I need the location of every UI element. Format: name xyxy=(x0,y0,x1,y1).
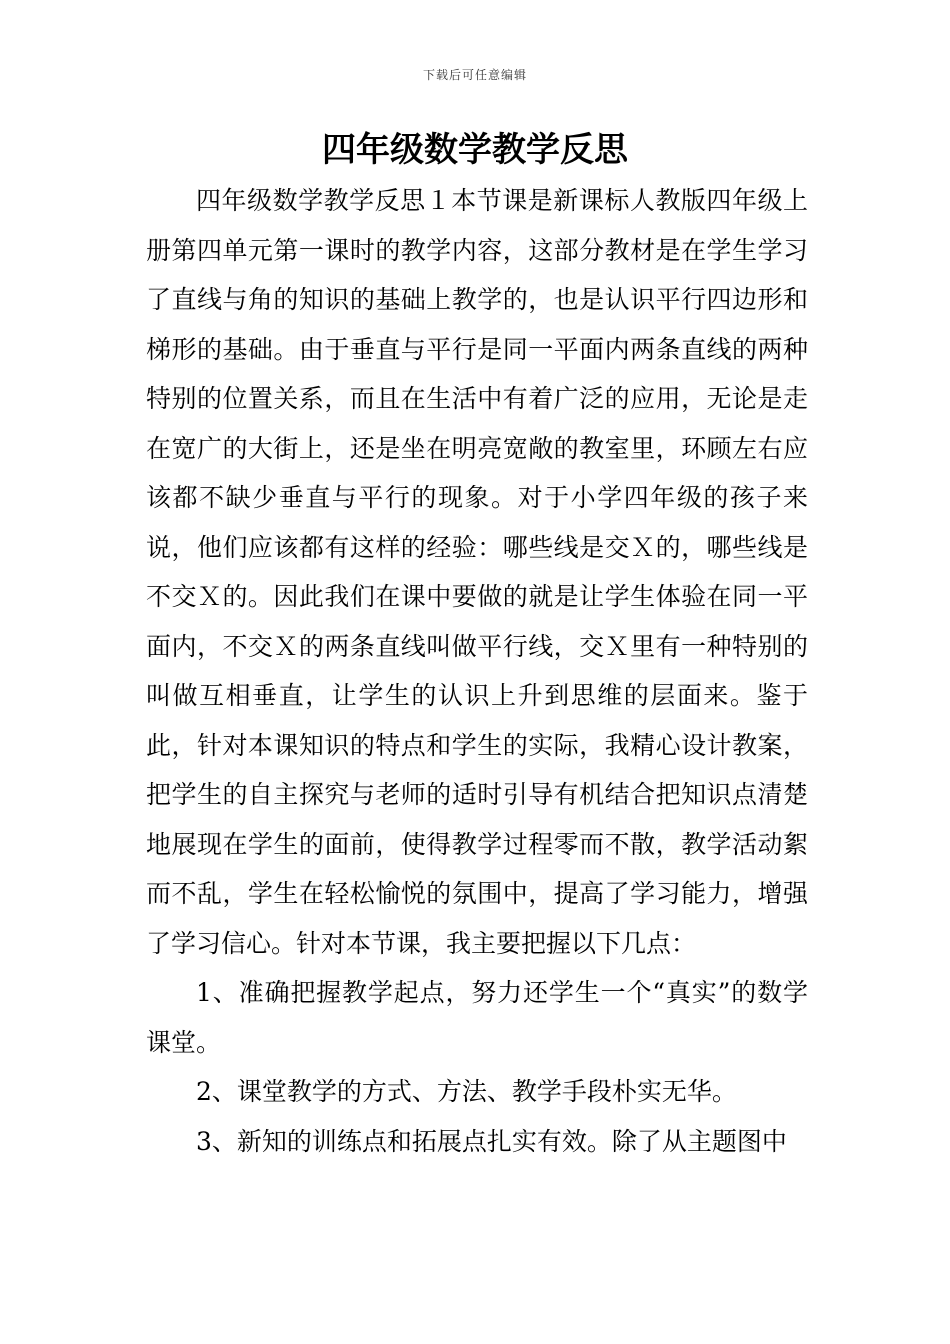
paragraph-point-3: 3、新知的训练点和拓展点扎实有效。除了从主题图中 xyxy=(196,1126,787,1156)
page-title: 四年级数学教学反思 xyxy=(322,130,628,170)
document-body xyxy=(146,176,808,1166)
paragraph-point-2: 2、课堂教学的方式、方法、教学手段朴实无华。 xyxy=(196,1077,737,1106)
paragraph-point-1: 1、准确把握教学起点，努力还学生一个“真实”的数学课堂。 xyxy=(146,978,808,1057)
paragraph-intro: 四年级数学教学反思１本节课是新课标人教版四年级上册第四单元第一课时的教学内容，这部分教材是在学生学习了直线与角的知识的基础上教学的，也是认识平行四边形和梯形的基础。由于垂直与平行是同一平面内两条直线的两种特别的位置关系，而且在生活中有着广泛的应用，无论是走在宽广的大街上，还是坐在明亮宽敞的教室里，环顾左右应该都不缺少垂直与平行的现象。对于小学四年级的孩子来说，他们应该都有这样的经验：哪些线是交Ｘ的，哪些线是不交Ｘ的。因此我们在课中要做的就是让学生体验在同一平面内，不交Ｘ的两条直线叫做平行线，交Ｘ里有一种特别的叫做互相垂直，让学生的认识上升到思维的层面来。鉴于此，针对本课知识的特点和学生的实际，我精心设计教案，把学生的自主探究与老师的适时引导有机结合把知识点清楚地展现在学生的面前，使得教学过程零而不散，教学活动絮而不乱，学生在轻松愉悦的氛围中，提高了学习能力，增强了学习信心。针对本节课，我主要把握以下几点： xyxy=(146,186,808,958)
header-note: 下载后可任意编辑 xyxy=(422,68,527,82)
